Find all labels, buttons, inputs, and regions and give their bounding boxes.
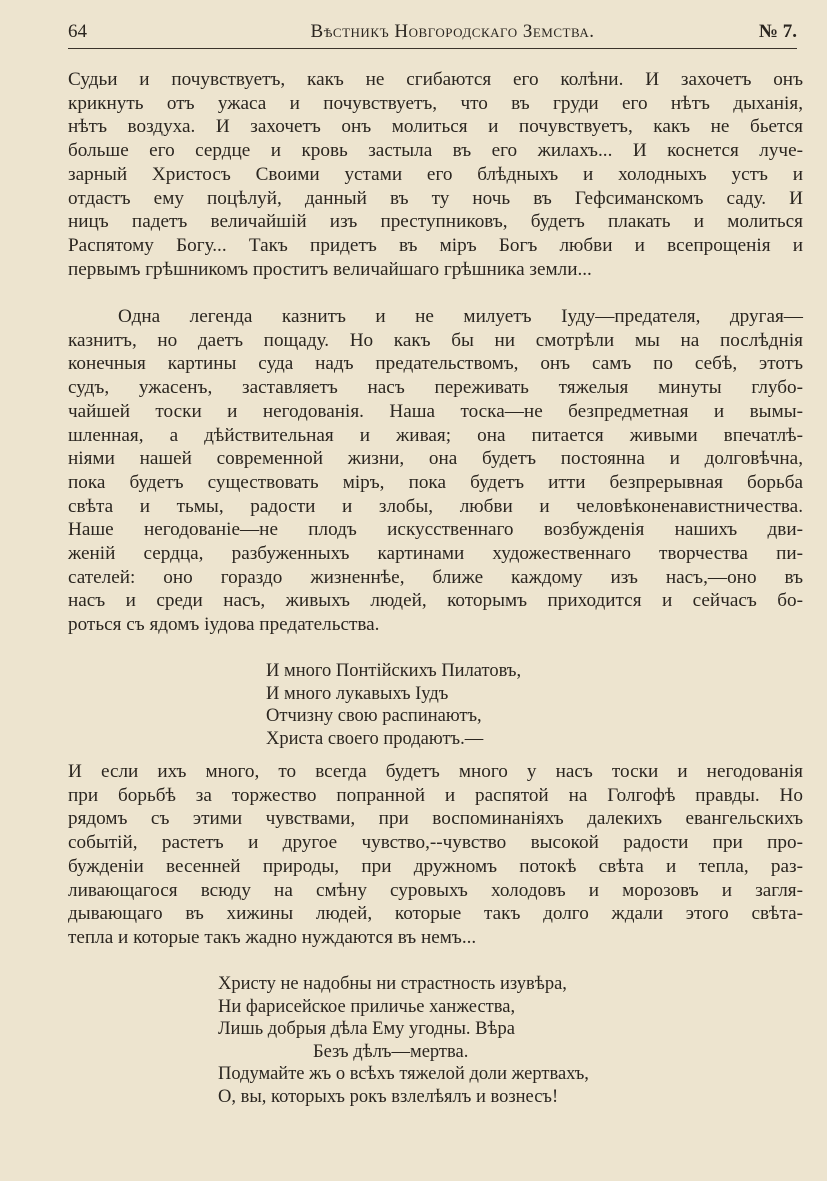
journal-title: Вѣстникъ Новгородскаго Земства.: [310, 21, 595, 42]
text-line: Одна легенда казнитъ и не милуетъ Іуду—предателя, другая—: [118, 306, 803, 327]
text-line: событій, растетъ и другое чувство,--чувство высокой радости при про-: [68, 832, 803, 854]
text-line: крикнуть отъ ужаса и почувствуетъ, что въ груди его нѣтъ дыханія,: [68, 92, 803, 114]
verse-line: Подумайте жъ о всѣхъ тяжелой доли жертвахъ,: [218, 1064, 589, 1084]
text-line: нѣтъ воздуха. И захочетъ онъ молиться и почувствуетъ, какъ не бьется: [68, 116, 803, 138]
text-line: рядомъ съ этими чувствами, при воспоминаніяхъ далекихъ евангельскихъ: [68, 808, 803, 830]
verse-line: Отчизну свою распинаютъ,: [266, 706, 482, 726]
paragraph-3: [68, 760, 803, 950]
verse-line: Ни фарисейское приличье ханжества,: [218, 996, 516, 1017]
verse-line: И много лукавыхъ Іудъ: [266, 683, 449, 704]
poem-stanza-1: [266, 660, 521, 750]
text-line: больше его сердце и кровь застыла въ его жилахъ... И коснется луче-: [68, 140, 803, 162]
text-line: отдастъ ему поцѣлуй, данный въ ту ночь въ Гефсиманскомъ саду. И: [68, 187, 803, 209]
poem-stanza-2: [218, 973, 589, 1108]
verse-line: О, вы, которыхъ рокъ взлелѣялъ и вознесъ!: [218, 1086, 559, 1107]
page-number: 64: [68, 21, 87, 42]
text-line: женій сердца, разбуженныхъ картинами художественнаго творчества пи-: [68, 543, 803, 565]
text-line: бужденіи весенней природы, при дружномъ потокѣ свѣта и тепла, раз-: [68, 855, 803, 877]
text-line: ливающагося всюду на смѣну суровыхъ холодовъ и морозовъ и загля-: [68, 879, 803, 901]
text-line: свѣта и тьмы, радости и злобы, любви и человѣконенавистничества.: [68, 495, 803, 517]
text-line: И если ихъ много, то всегда будетъ много у насъ тоски и негодованія: [68, 761, 803, 782]
text-line: Наше негодованіе—не плодъ искусственнаго возбужденія нашихъ дви-: [68, 519, 803, 541]
text-line: при борьбѣ за торжество попранной и распятой на Голгофѣ правды. Но: [68, 784, 803, 806]
issue-number: № 7.: [758, 21, 797, 42]
verse-line: Безъ дѣлъ—мертва.: [313, 1041, 469, 1062]
verse-line: Лишь добрыя дѣла Ему угодны. Вѣра: [218, 1019, 515, 1039]
text-line: казнитъ, но даетъ пощаду. Но какъ бы ни смотрѣли мы на послѣднія: [68, 329, 803, 351]
text-line: Судьи и почувствуетъ, какъ не сгибаются его колѣни. И захочетъ онъ: [68, 69, 803, 90]
verse-line: Христу не надобны ни страстность изувѣра,: [218, 974, 567, 994]
text-line: Распятому Богу... Такъ придетъ въ міръ Богъ любви и всепрощенія и: [68, 234, 803, 256]
text-line: тепла и которые такъ жадно нуждаются въ немъ...: [68, 926, 477, 948]
paragraph-1: [68, 68, 803, 281]
paragraph-2: [68, 305, 803, 637]
text-line: сателей: оно гораздо жизненнѣе, ближе каждому изъ насъ,—оно въ: [68, 566, 803, 588]
text-line: конечныя картины суда надъ предательствомъ, онъ самъ по себѣ, этотъ: [68, 353, 803, 375]
verse-line: И много Понтійскихъ Пилатовъ,: [266, 661, 522, 681]
text-line: дывающаго въ хижины людей, которые такъ долго ждали этого свѣта-: [68, 903, 803, 925]
verse-line: Христа своего продаютъ.—: [266, 728, 484, 749]
text-line: судъ, ужасенъ, заставляетъ насъ переживать тяжелыя минуты глубо-: [68, 377, 803, 399]
text-line: зарный Христосъ Своими устами его блѣдныхъ и холодныхъ устъ и: [68, 163, 803, 185]
text-line: пока будетъ существовать міръ, пока будетъ итти безпрерывная борьба: [68, 471, 803, 493]
text-line: чайшей тоски и негодованія. Наша тоска—не безпредметная и вымы-: [68, 400, 803, 422]
text-line: шленная, а дѣйствительная и живая; она питается живыми впечатлѣ-: [68, 424, 803, 446]
text-line: роться съ ядомъ іудова предательства.: [68, 614, 380, 636]
text-line: первымъ грѣшникомъ проститъ величайшаго грѣшника земли...: [68, 258, 592, 280]
text-line: ніями нашей современной жизни, она будетъ постоянна и долговѣчна,: [68, 448, 803, 470]
text-line: ницъ падетъ величайшій изъ преступниковъ, будетъ плакать и молиться: [68, 211, 803, 233]
text-line: насъ и среди насъ, живыхъ людей, которымъ приходится и сейчасъ бо-: [68, 590, 803, 612]
page-header: [68, 18, 797, 49]
